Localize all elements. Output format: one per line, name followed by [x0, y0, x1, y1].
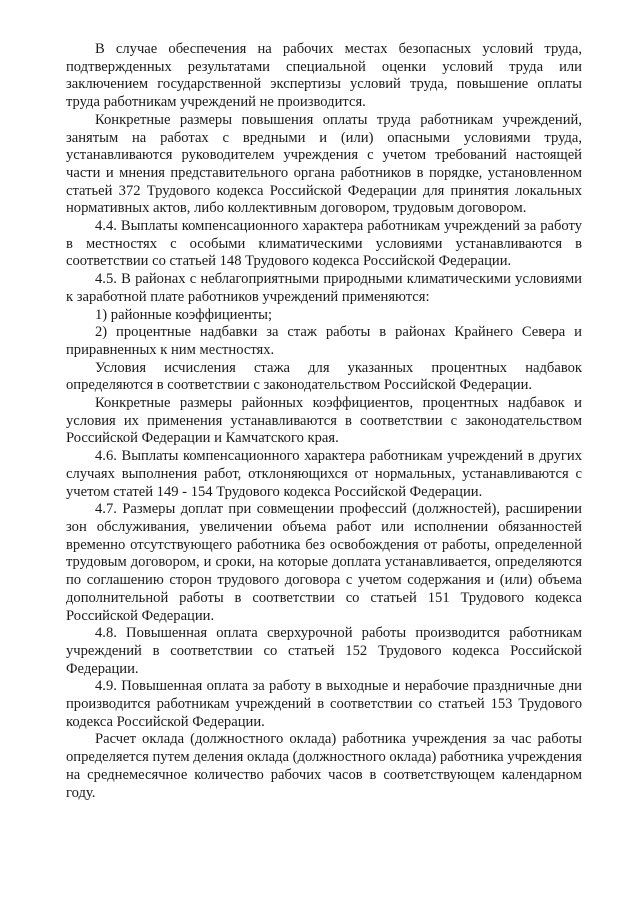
- paragraph-4-6: 4.6. Выплаты компенсационного характера работникам учреждений в других случаях выполнения работ, отклоняющихся от нормальных, устанавливаются с учетом статей 149 - 154 Трудового кодекса Российской Федерации.: [66, 448, 582, 500]
- list-item-regional-coefficients: 1) районные коэффициенты;: [95, 306, 273, 323]
- paragraph-4-7: 4.7. Размеры доплат при совмещении профессий (должностей), расширении зон обслуживания, увеличении объема работ или исполнении обязанностей временно отсутствующего работника без освобождения от работы, определенной трудовым договором, и сроки, на которые доплата устанавливается, определяются по соглашению сторон трудового договора с учетом содержания и (или) объема дополнительной работы в соответствии со статьей 151 Трудового кодекса Российской Федерации.: [66, 501, 582, 624]
- paragraph-hourly-salary: Расчет оклада (должностного оклада) работника учреждения за час работы определяется путем деления оклада (должностного оклада) работника учреждения на среднемесячное количество рабочих часов в соответствующем календарном году.: [66, 731, 582, 801]
- paragraph-regional-sizes: Конкретные размеры районных коэффициентов, процентных надбавок и условия их применения устанавливаются в соответствии с законодательством Российской Федерации и Камчатского края.: [66, 395, 582, 447]
- paragraph-4-5: 4.5. В районах с неблагоприятными природными климатическими условиями к заработной плате работников учреждений применяются:: [66, 271, 582, 305]
- list-item-percentage-allowances: 2) процентные надбавки за стаж работы в районах Крайнего Севера и приравненных к ним местностях.: [66, 324, 582, 358]
- paragraph-seniority-conditions: Условия исчисления стажа для указанных процентных надбавок определяются в соответствии с законодательством Российской Федерации.: [66, 359, 582, 394]
- paragraph-4-4: 4.4. Выплаты компенсационного характера работникам учреждений за работу в местностях с особыми климатическими условиями устанавливаются в соответствии со статьей 148 Трудового кодекса Российской Федерации.: [66, 218, 582, 270]
- paragraph-safe-conditions: В случае обеспечения на рабочих местах безопасных условий труда, подтвержденных результатами специальной оценки условий труда или заключением государственной экспертизы условий труда, повышение оплаты труда работникам учреждений не производится.: [66, 41, 582, 111]
- paragraph-increase-sizes: Конкретные размеры повышения оплаты труда работникам учреждений, занятым на работах с вредными и (или) опасными условиями труда, устанавливаются руководителем учреждения с учетом требований настоящей части и мнения представительного органа работников в порядке, установленном статьей 372 Трудового кодекса Российской Федерации для принятия локальных нормативных актов, либо коллективным договором, трудовым договором.: [66, 111, 582, 217]
- paragraph-4-9: 4.9. Повышенная оплата за работу в выходные и нерабочие праздничные дни производится работникам учреждений в соответствии со статьей 153 Трудового кодекса Российской Федерации.: [66, 678, 582, 730]
- document-body: [66, 41, 582, 802]
- paragraph-4-8: 4.8. Повышенная оплата сверхурочной работы производится работникам учреждений в соответствии со статьей 152 Трудового кодекса Российской Федерации.: [66, 625, 582, 677]
